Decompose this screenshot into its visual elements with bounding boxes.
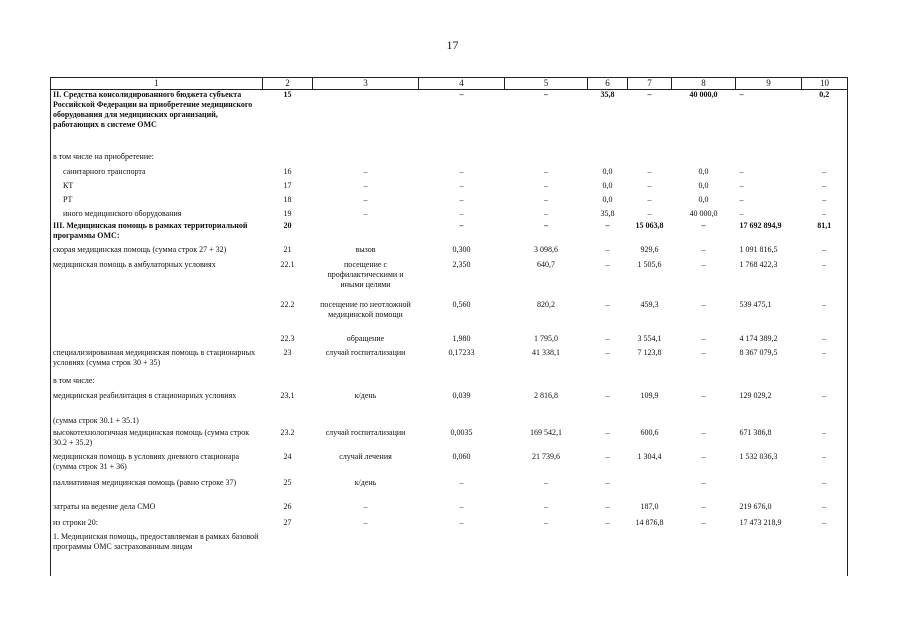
table-cell: 17 692 894,9 <box>739 221 782 230</box>
table-cell: 0,039 <box>452 391 471 400</box>
table-cell: 671 386,8 <box>739 428 772 437</box>
table-cell <box>505 416 588 428</box>
table-cell: случай госпитализации <box>325 428 406 437</box>
table-cell: – <box>739 209 744 218</box>
table-cell: 23 <box>283 348 292 357</box>
table-cell: – <box>701 348 706 357</box>
table-cell <box>313 532 419 576</box>
table-cell: – <box>605 478 610 487</box>
table-cell: – <box>701 300 706 309</box>
table-cell <box>313 90 419 153</box>
column-header: 9 <box>736 78 802 90</box>
table-cell: 3 554,1 <box>637 334 662 343</box>
table-cell: 169 542,1 <box>530 428 562 437</box>
table-cell: в том числе: <box>51 376 263 391</box>
table-cell: 21 <box>283 245 292 254</box>
table-cell: – <box>802 245 848 260</box>
table-cell: – <box>802 195 848 209</box>
table-cell: вызов <box>355 245 376 254</box>
table-cell: – <box>544 502 548 511</box>
table-cell: – <box>802 260 848 300</box>
table-cell: 1,980 <box>452 334 471 343</box>
table-cell <box>51 334 263 348</box>
table-cell <box>736 152 802 167</box>
table-cell: – <box>459 167 464 176</box>
table-row <box>51 532 848 576</box>
table-cell: – <box>802 478 848 502</box>
table-cell: – <box>544 209 548 218</box>
table-cell: 22.2 <box>280 300 295 309</box>
table-cell: 4 174 389,2 <box>739 334 778 343</box>
table-cell <box>263 416 313 428</box>
table-cell: 0,560 <box>452 300 471 309</box>
table-cell: 8 367 079,5 <box>739 348 778 357</box>
table-cell: 23.2 <box>280 428 295 437</box>
table-cell: 1 795,0 <box>534 334 558 343</box>
table-cell: 22.3 <box>280 334 295 343</box>
table-cell <box>802 376 848 391</box>
table-cell: 109,9 <box>640 391 659 400</box>
table-cell <box>263 532 313 576</box>
table-cell <box>505 152 588 167</box>
table-cell: – <box>605 428 610 437</box>
table-cell: 0,0 <box>602 195 613 204</box>
table-cell: 17 <box>283 181 292 190</box>
column-header: 2 <box>263 78 313 90</box>
table-cell: 0,060 <box>452 452 471 461</box>
table-cell: – <box>647 195 652 204</box>
table-cell: 41 338,1 <box>532 348 560 357</box>
table-cell: к/день <box>354 478 377 487</box>
table-cell: 24 <box>283 452 292 461</box>
table-cell <box>313 152 419 167</box>
table-cell: 1 091 816,5 <box>739 245 778 254</box>
table-cell <box>628 478 672 502</box>
table-cell: – <box>802 391 848 416</box>
table-cell: затраты на ведение дела СМО <box>51 502 263 518</box>
table-cell: – <box>605 348 610 357</box>
table-cell: – <box>647 209 652 218</box>
table-cell: 0,0 <box>698 181 709 190</box>
table-cell <box>672 532 736 576</box>
table-cell <box>672 416 736 428</box>
table-cell: 22.1 <box>280 260 295 269</box>
table-cell: из строки 20: <box>51 518 263 532</box>
table-cell: – <box>701 391 706 400</box>
table-row <box>51 221 848 245</box>
table-cell: – <box>701 245 706 254</box>
table-cell: – <box>739 167 744 176</box>
table-cell: 640,7 <box>537 260 555 269</box>
column-header: 5 <box>505 78 588 90</box>
table-cell: – <box>605 260 610 269</box>
table-cell: 25 <box>283 478 292 487</box>
table-cell: случай госпитализации <box>325 348 406 357</box>
table-row <box>51 452 848 478</box>
column-header: 6 <box>588 78 628 90</box>
table-cell: – <box>459 221 464 230</box>
table-cell: РТ <box>51 195 263 209</box>
table-cell: посещение по неотложной медицинской помощи <box>320 300 411 319</box>
table-cell: 27 <box>283 518 292 527</box>
table-cell: 459,3 <box>640 300 659 309</box>
table-cell: (сумма строк 30.1 + 35.1) <box>51 416 263 428</box>
column-header: 4 <box>419 78 505 90</box>
table-cell: – <box>739 181 744 190</box>
table-row <box>51 167 848 181</box>
table-cell: – <box>544 167 548 176</box>
table-cell <box>736 376 802 391</box>
table-cell: – <box>605 391 610 400</box>
table-cell: 14 876,8 <box>635 518 664 527</box>
table-cell: – <box>605 452 610 461</box>
table-cell <box>313 376 419 391</box>
table-cell: – <box>802 209 848 221</box>
table-cell: 81,1 <box>802 221 848 245</box>
table-cell: – <box>605 221 610 230</box>
table-cell: – <box>363 167 368 176</box>
table-cell <box>313 416 419 428</box>
table-cell: II. Средства консолидированного бюджета субъекта Российской Федерации на приобретение медицинского оборудования для медицинских организаций, работающих в системе ОМС <box>51 90 263 153</box>
table-cell: 7 123,8 <box>637 348 662 357</box>
table-cell <box>672 152 736 167</box>
table-cell <box>419 532 505 576</box>
table-cell <box>736 416 802 428</box>
table-cell: – <box>802 502 848 518</box>
table-cell <box>802 532 848 576</box>
financial-table <box>50 77 848 576</box>
table-cell <box>588 532 628 576</box>
column-header: 1 <box>51 78 263 90</box>
table-cell: 40 000,0 <box>689 209 718 218</box>
table-cell <box>419 376 505 391</box>
table-cell: 1 532 036,3 <box>739 452 778 461</box>
table-cell: – <box>363 518 368 527</box>
table-cell: – <box>605 300 610 309</box>
table-row <box>51 348 848 376</box>
table-cell: – <box>459 478 464 487</box>
table-cell: – <box>802 334 848 348</box>
table-cell: 0,0 <box>698 195 709 204</box>
table-cell <box>628 376 672 391</box>
table-cell: – <box>363 195 368 204</box>
table-cell: КТ <box>51 181 263 195</box>
table-cell: паллиативная медицинская помощь (равно строке 37) <box>51 478 263 502</box>
table-cell: 929,6 <box>640 245 659 254</box>
table-cell: – <box>363 502 368 511</box>
table-cell: санитарного транспорта <box>51 167 263 181</box>
column-header: 7 <box>628 78 672 90</box>
table-cell: 1 768 422,3 <box>739 260 778 269</box>
table-cell: 35,8 <box>600 90 615 99</box>
table-cell <box>628 532 672 576</box>
table-cell: 600,6 <box>640 428 659 437</box>
page-number: 17 <box>446 38 459 52</box>
table-cell <box>628 416 672 428</box>
table-cell: к/день <box>354 391 377 400</box>
table-cell: – <box>544 181 548 190</box>
table-cell: 18 <box>283 195 292 204</box>
table-cell: 0,0 <box>602 167 613 176</box>
table-cell: – <box>701 502 706 511</box>
table-cell: – <box>739 195 744 204</box>
table-row <box>51 245 848 260</box>
table-cell: – <box>802 167 848 181</box>
table-cell: – <box>459 518 464 527</box>
table-cell: – <box>802 452 848 478</box>
table-cell: 0,17233 <box>448 348 475 357</box>
table-cell <box>263 152 313 167</box>
table-cell: – <box>605 245 610 254</box>
table-cell: 1. Медицинская помощь, предоставляемая в рамках базовой программы ОМС застрахованным лицам <box>51 532 263 576</box>
table-cell: – <box>802 348 848 376</box>
table-cell: 2 816,8 <box>534 391 558 400</box>
table-cell: 1 505,6 <box>637 260 662 269</box>
column-header: 10 <box>802 78 848 90</box>
table-cell: – <box>544 518 548 527</box>
table-cell: III. Медицинская помощь в рамках территориальной программы ОМС: <box>51 221 263 245</box>
table-cell <box>263 376 313 391</box>
table-cell: 0,2 <box>802 90 848 153</box>
table-cell: 15 <box>283 90 292 99</box>
table-cell: 2,350 <box>452 260 471 269</box>
table-cell: 0,0 <box>698 167 709 176</box>
table-cell: – <box>605 334 610 343</box>
table-cell <box>419 416 505 428</box>
table-cell: – <box>363 181 368 190</box>
table-cell <box>588 416 628 428</box>
table-cell <box>672 376 736 391</box>
table-cell <box>736 478 802 502</box>
table-cell: 23.1 <box>280 391 295 400</box>
table-cell: – <box>459 90 464 99</box>
table-cell: – <box>363 209 368 218</box>
table-cell: – <box>802 428 848 452</box>
table-cell: – <box>647 181 652 190</box>
column-header: 8 <box>672 78 736 90</box>
table-cell <box>419 152 505 167</box>
table-cell: случай лечения <box>339 452 392 461</box>
table-cell <box>802 416 848 428</box>
table-cell: – <box>802 300 848 334</box>
table-cell: – <box>459 502 464 511</box>
table-row <box>51 300 848 334</box>
table-cell: посещение с профилактическими и иными целями <box>327 260 404 289</box>
table-cell: – <box>544 478 548 487</box>
table-cell <box>313 221 419 245</box>
table-row <box>51 376 848 391</box>
table-cell: – <box>701 428 706 437</box>
table-cell: 539 475,1 <box>739 300 772 309</box>
table-cell: 129 029,2 <box>739 391 772 400</box>
table-cell: – <box>459 209 464 218</box>
table-cell: 19 <box>283 209 292 218</box>
table-cell: иного медицинского оборудования <box>51 209 263 221</box>
table-row <box>51 181 848 195</box>
table-cell <box>505 532 588 576</box>
table-row <box>51 502 848 518</box>
table-cell: – <box>605 502 610 511</box>
table-cell <box>736 532 802 576</box>
header-row <box>51 78 848 90</box>
table-cell: 21 739,6 <box>532 452 560 461</box>
table-cell: обращение <box>346 334 385 343</box>
table-row <box>51 90 848 153</box>
table-cell: 17 473 218,9 <box>739 518 782 527</box>
table-cell: – <box>701 452 706 461</box>
table-cell: медицинская реабилитация в стационарных условиях <box>51 391 263 416</box>
table-cell: 35,8 <box>600 209 615 218</box>
table-cell: 3 098,6 <box>534 245 558 254</box>
table-cell: – <box>739 90 744 99</box>
table-cell: – <box>701 478 706 487</box>
table-cell: – <box>802 181 848 195</box>
table-cell: медицинская помощь в амбулаторных условиях <box>51 260 263 300</box>
table-cell: 15 063,8 <box>635 221 664 230</box>
table-cell: специализированная медицинская помощь в стационарных условиях (сумма строк 30 + 35) <box>51 348 263 376</box>
table-cell <box>51 300 263 334</box>
table-cell: в том числе на приобретение: <box>51 152 263 167</box>
table-cell: 0,0035 <box>450 428 473 437</box>
table-row <box>51 478 848 502</box>
table-cell: 1 304,4 <box>637 452 662 461</box>
table-cell: – <box>544 90 548 99</box>
table-row <box>51 391 848 416</box>
table-cell: – <box>701 518 706 527</box>
table-cell <box>628 152 672 167</box>
table-row <box>51 518 848 532</box>
table-cell: скорая медицинская помощь (сумма строк 27 + 32) <box>51 245 263 260</box>
table-cell: – <box>701 334 706 343</box>
table-cell: – <box>459 181 464 190</box>
table-cell <box>588 376 628 391</box>
table-cell: 40 000,0 <box>689 90 718 99</box>
table-cell: высокотехнологичная медицинская помощь (сумма строк 30.2 + 35.2) <box>51 428 263 452</box>
table-cell: – <box>701 260 706 269</box>
column-header: 3 <box>313 78 419 90</box>
table-cell: 20 <box>283 221 292 230</box>
table-row <box>51 195 848 209</box>
table-cell: – <box>544 221 548 230</box>
table-cell: 0,0 <box>602 181 613 190</box>
table-row <box>51 416 848 428</box>
table-cell: медицинская помощь в условиях дневного стационара (сумма строк 31 + 36) <box>51 452 263 478</box>
table-cell: 0,300 <box>452 245 471 254</box>
table-cell: – <box>459 195 464 204</box>
table-cell <box>588 152 628 167</box>
table-cell: 16 <box>283 167 292 176</box>
table-cell: 26 <box>283 502 292 511</box>
table-cell: – <box>605 518 610 527</box>
table-cell: – <box>701 221 706 230</box>
table-row <box>51 334 848 348</box>
table-cell <box>802 152 848 167</box>
table-cell: 820,2 <box>537 300 555 309</box>
table-cell: 187,0 <box>640 502 659 511</box>
table-row <box>51 209 848 221</box>
table-cell: 219 676,0 <box>739 502 772 511</box>
table-row <box>51 152 848 167</box>
table-row <box>51 428 848 452</box>
table-row <box>51 260 848 300</box>
table-cell: – <box>802 518 848 532</box>
table-cell: – <box>647 167 652 176</box>
table-cell <box>505 376 588 391</box>
table-cell: – <box>544 195 548 204</box>
table-cell: – <box>647 90 652 99</box>
